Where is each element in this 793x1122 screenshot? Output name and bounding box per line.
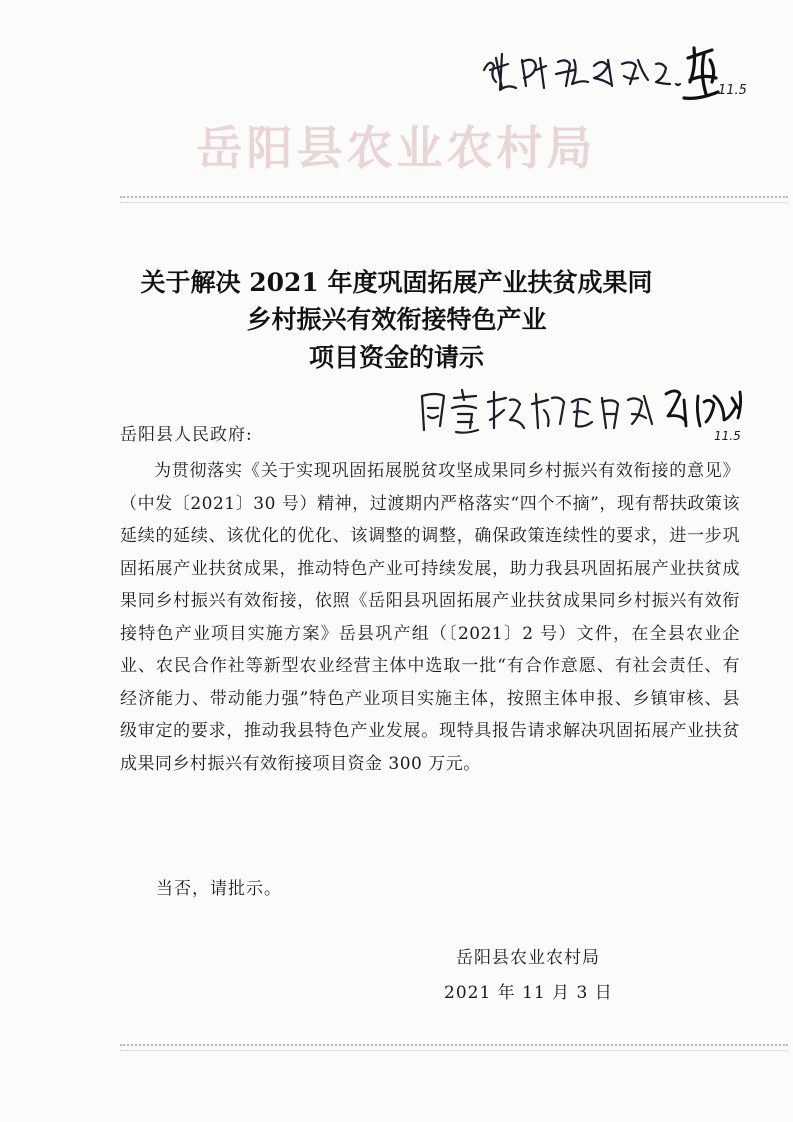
handwritten-instruction-top bbox=[478, 40, 758, 112]
divider-line bbox=[120, 1050, 788, 1051]
divider-line bbox=[120, 1044, 788, 1046]
divider-line bbox=[120, 202, 788, 203]
addressee: 岳阳县人民政府: bbox=[120, 425, 253, 445]
closing-line: 当否，请批示。 bbox=[156, 879, 282, 899]
handwritten-approval bbox=[418, 380, 768, 442]
annotation-top-date: 11.5 bbox=[718, 83, 747, 98]
document-title-line-3: 项目资金的请示 bbox=[308, 343, 484, 372]
document-title-line-2: 乡村振兴有效衔接特色产业 bbox=[246, 305, 547, 334]
annotation-middle-date: 11.5 bbox=[714, 429, 741, 442]
signature-date: 2021 年 11 月 3 日 bbox=[444, 983, 613, 1003]
divider-line bbox=[120, 196, 788, 198]
body-paragraph: 为贯彻落实《关于实现巩固拓展脱贫攻坚成果同乡村振兴有效衔接的意见》（中发〔2021〕30 号）精神，过渡期内严格落实“四个不摘”，现有帮扶政策该延续的延续、该优化的优化、该调整的调整，确保政策连续性的要求，进一步巩固拓展产业扶贫成果，推动特色产业可持续发展，助力我县巩固拓展产业扶贫成果同乡村振兴有效衔接，依照《岳阳县巩固拓展产业扶贫成果同乡村振兴有效衔接特色产业项目实施方案》岳县巩产组（〔2021〕2 号）文件，在全县农业企业、农民合作社等新型农业经营主体中选取一批“有合作意愿、有社会责任、有经济能力、带动能力强”特色产业项目实施主体，按照主体申报、乡镇审核、县级审定的要求，推动我县特色产业发展。现特具报告请求解决巩固拓展产业扶贫成果同乡村振兴有效衔接项目资金 300 万元。 bbox=[120, 461, 740, 774]
document-title-line-1: 关于解决 2021 年度巩固拓展产业扶贫成果同 bbox=[140, 268, 653, 297]
signature-organization: 岳阳县农业农村局 bbox=[456, 948, 600, 968]
letterhead: 岳阳县农业农村局 bbox=[196, 121, 597, 175]
